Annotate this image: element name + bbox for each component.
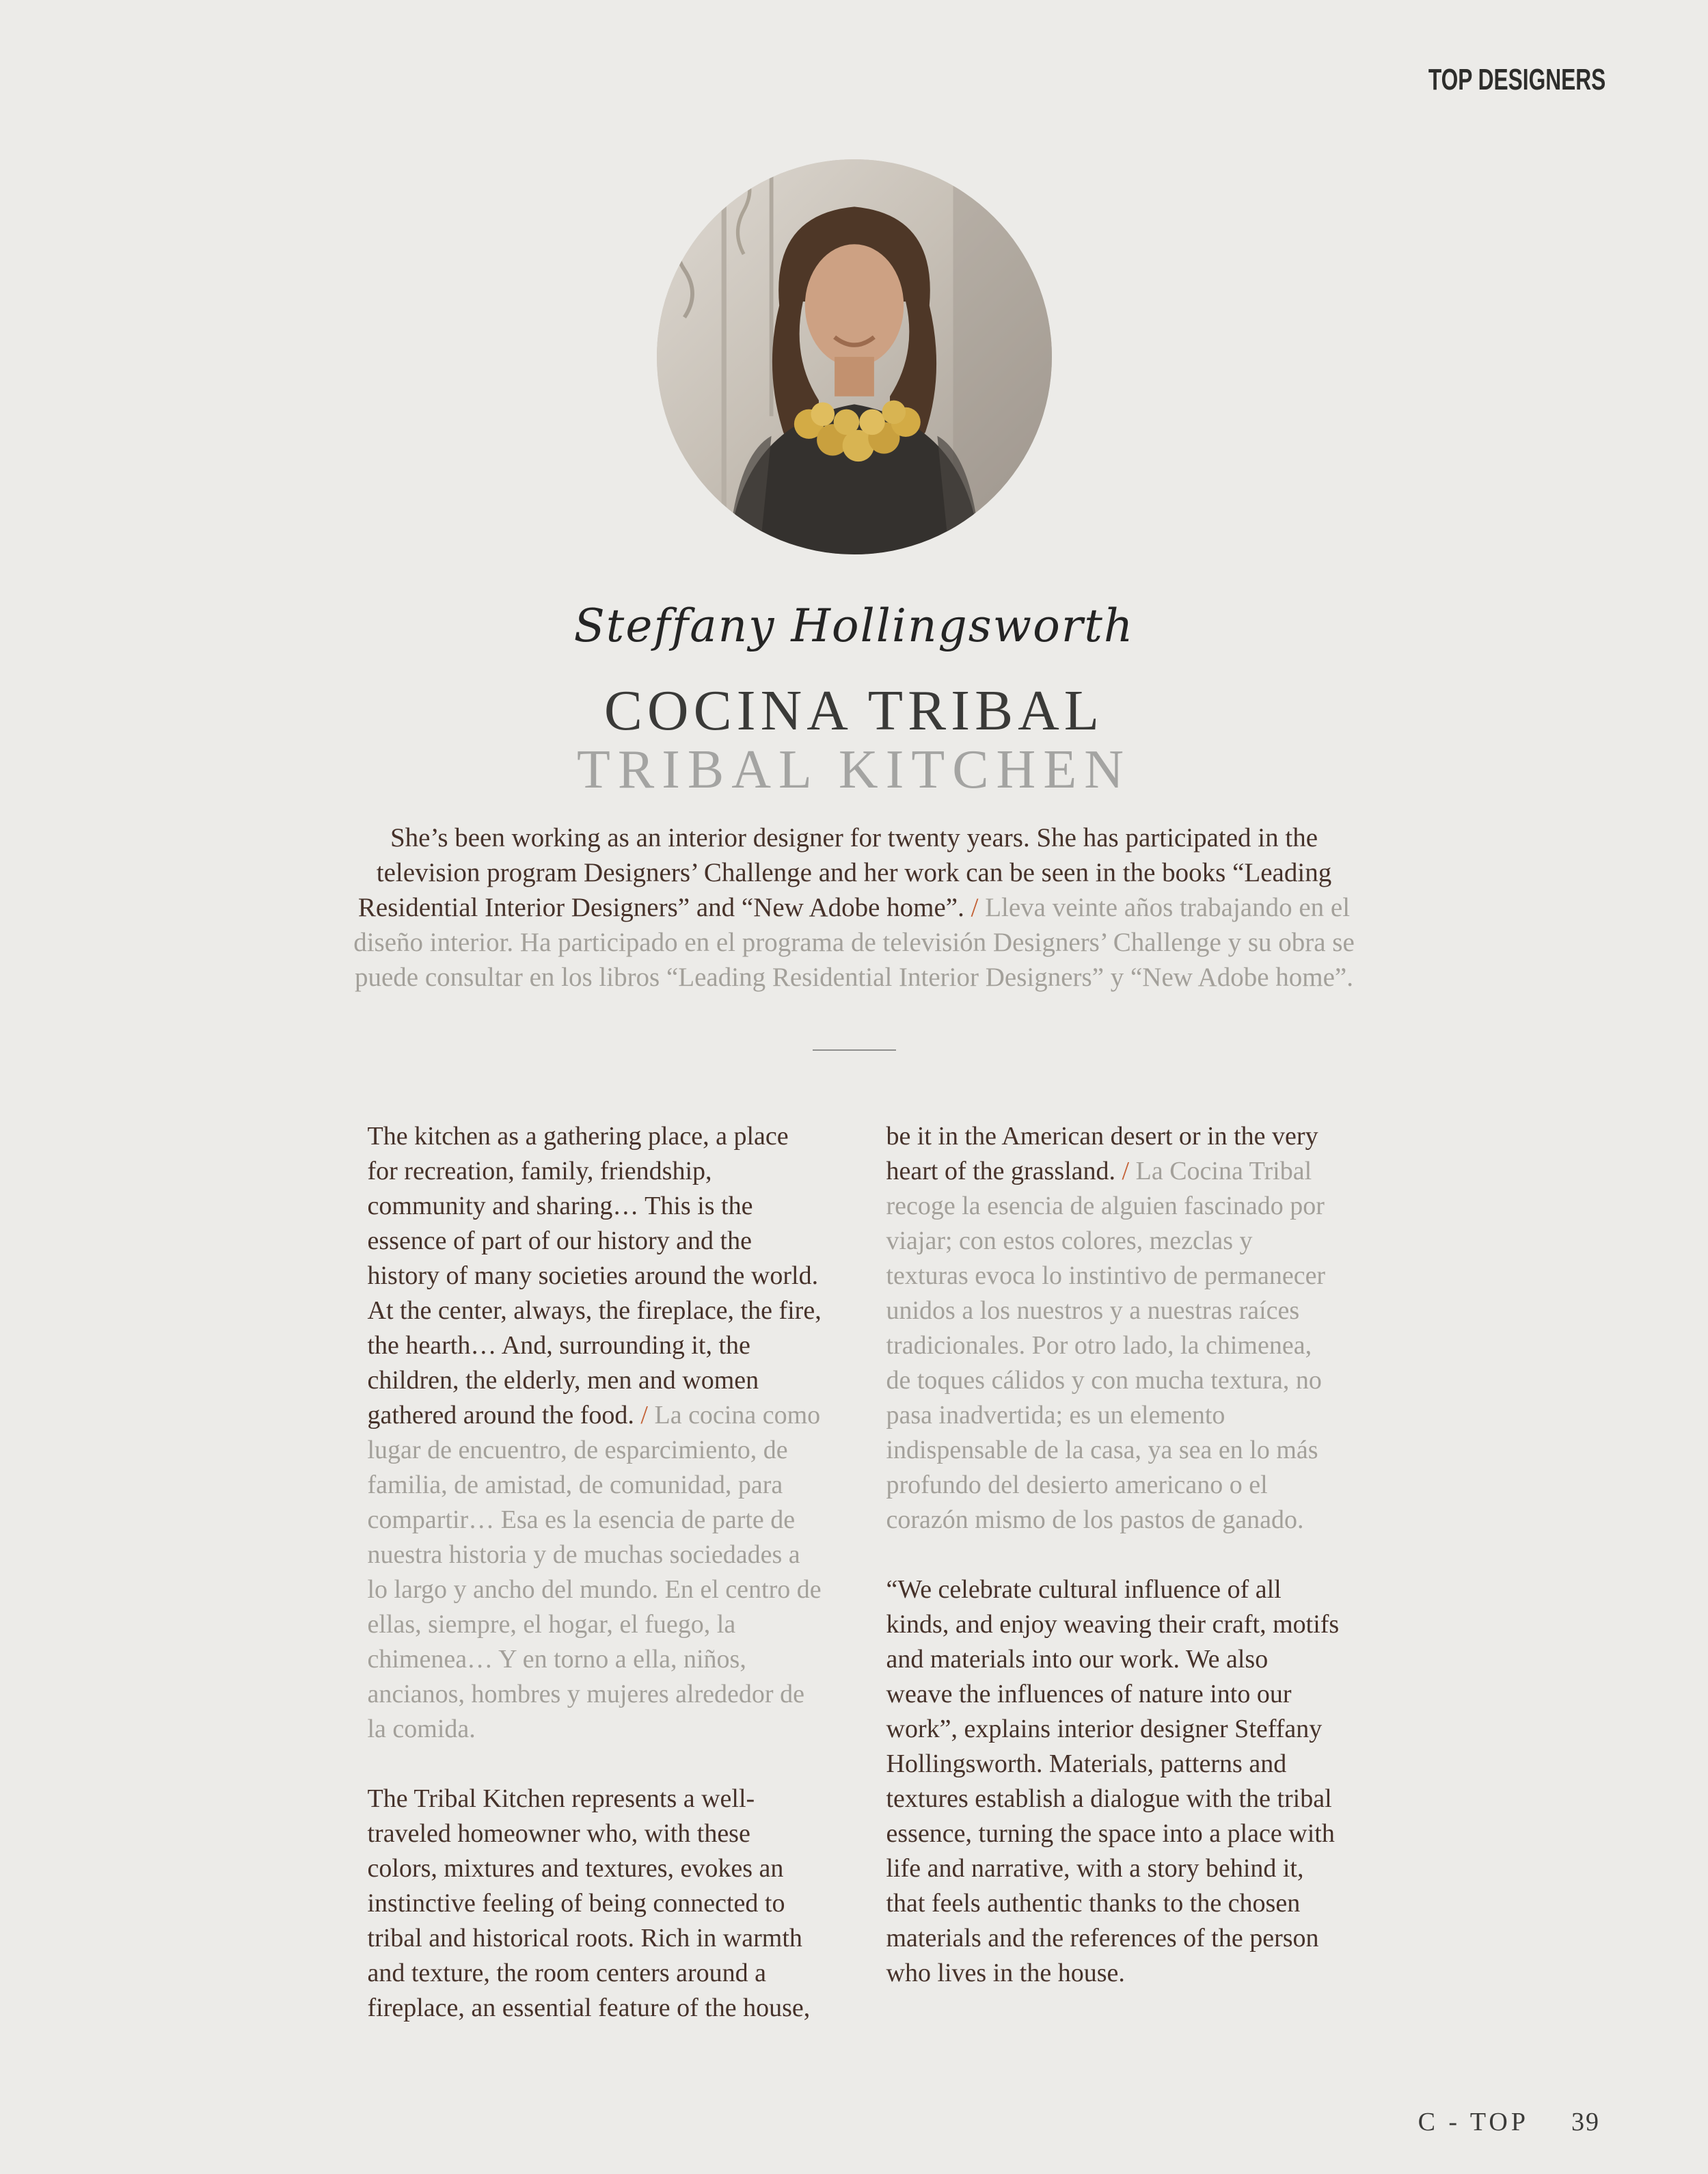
page-number: 39 xyxy=(1571,2108,1600,2136)
page-footer xyxy=(1418,2107,1600,2137)
designer-signature: Steffany Hollingsworth xyxy=(573,600,1135,652)
portrait-illustration xyxy=(657,159,1052,554)
right-paragraph-1 xyxy=(886,1119,1341,1538)
article-column-left xyxy=(368,1119,822,2026)
intro-text-spanish: Lleva veinte años trabajando en el diseño interior. Ha participado en el programa de televisión Designers’ Challenge y su obra se puede consultar en los libros “Leading Residential Interior Designers” y “New Adobe home”. xyxy=(353,893,1355,992)
intro-paragraph xyxy=(352,820,1357,995)
right-p1-language-separator: / xyxy=(1122,1157,1130,1185)
divider-rule xyxy=(813,1049,896,1051)
article-title-primary: COCINA TRIBAL xyxy=(604,679,1104,742)
section-header xyxy=(1359,63,1605,97)
designer-portrait xyxy=(657,159,1052,554)
left-paragraph-2: The Tribal Kitchen represents a well-traveled homeowner who, with these colors, mixtures and textures, evokes an instinctive feeling of being connected to tribal and historical roots. Rich in warmth and texture, the room centers around a fireplace, an essential feature of the house, xyxy=(367,1784,811,2022)
intro-language-separator: / xyxy=(971,893,979,922)
article-column-right xyxy=(886,1119,1341,2026)
magazine-name: C - TOP xyxy=(1418,2108,1529,2136)
left-p1-spanish: La cocina como lugar de encuentro, de esparcimiento, de familia, de amistad, de comunidad, para compartir… Esa es la esencia de parte de nuestra historia y de muchas sociedades a lo largo y ancho del mundo. En el centro de ellas, siempre, el hogar, el fuego, la chimenea… Y en torno a ella, niños, ancianos, hombres y mujeres alrededor de la comida. xyxy=(367,1401,822,1743)
left-p1-english: The kitchen as a gathering place, a place for recreation, family, friendship, community and sharing… This is the essence of part of our history and the history of many societies around the world. At the center, always, the fireplace, the fire, the hearth… And, surrounding it, the children, the elderly, men and women gathered around the food. xyxy=(367,1122,822,1430)
right-paragraph-2: “We celebrate cultural influence of all kinds, and enjoy weaving their craft, motifs and materials into our work. We also weave the influences of nature into our work”, explains interior designer Steffany Hollingsworth. Materials, patterns and textures establish a dialogue with the tribal essence, turning the space into a place with life and narrative, with a story behind it, that feels authentic thanks to the chosen materials and the references of the person who lives in the house. xyxy=(886,1575,1340,1987)
intro-text-english: She’s been working as an interior designer for twenty years. She has participated in the television program Designers’ Challenge and her work can be seen in the books “Leading Residential Interior Designers” and “New Adobe home”. xyxy=(357,823,1332,922)
right-p1-spanish: La Cocina Tribal recoge la esencia de alguien fascinado por viajar; con estos colores, mezclas y texturas evoca lo instintivo de permanecer unidos a los nuestros y a nuestras raíces tradicionales. Por otro lado, la chimenea, de toques cálidos y con mucha textura, no pasa inadvertida; es un elemento indispensable de la casa, ya sea en lo más profundo del desierto americano o el corazón mismo de los pastos de ganado. xyxy=(886,1157,1326,1534)
article-title-secondary: TRIBAL KITCHEN xyxy=(577,740,1131,800)
section-header-label: TOP DESIGNERS xyxy=(1428,63,1605,96)
left-paragraph-1 xyxy=(368,1119,822,1747)
article-body xyxy=(368,1119,1341,2026)
left-p1-language-separator: / xyxy=(640,1401,648,1430)
right-p1-english: be it in the American desert or in the very heart of the grassland. xyxy=(886,1122,1318,1185)
